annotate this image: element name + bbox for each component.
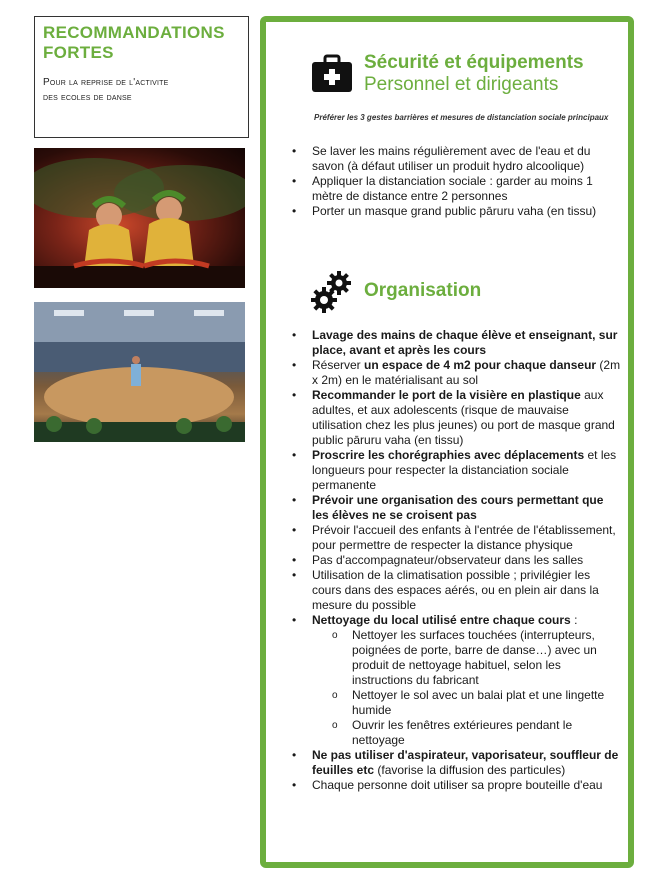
header-box — [34, 16, 249, 138]
list-item: • Réserver un espace de 4 m2 pour chaque danseur (2m x 2m) en le matérialisant au sol — [292, 358, 622, 388]
sub-list-item: o Nettoyer le sol avec un balai plat et une lingette humide — [332, 688, 622, 718]
security-list — [292, 144, 622, 219]
main-title: RECOMMANDATIONS FORTES — [43, 23, 225, 62]
subtitle-line-1: Pour la reprise de l'activite — [43, 77, 169, 88]
section-security-title: Sécurité et équipements — [364, 52, 584, 73]
sub-list-item: o Ouvrir les fenêtres extérieures pendant le nettoyage — [332, 718, 622, 748]
list-item: • Ne pas utiliser d'aspirateur, vaporisateur, souffleur de feuilles etc (favorise la diffusion des particules) — [292, 748, 622, 778]
section-organisation-title: Organisation — [364, 280, 482, 301]
list-item: • Chaque personne doit utiliser sa propre bouteille d'eau — [292, 778, 622, 793]
subtitle-line-2: des ecoles de danse — [43, 92, 132, 103]
main-subtitle — [43, 75, 240, 105]
list-item: • Prévoir une organisation des cours permettant que les élèves ne se croisent pas — [292, 493, 622, 523]
sub-list-item: o Nettoyer les surfaces touchées (interrupteurs, poignées de porte, barre de danse…) avec un produit de nettoyage habituel, selon les instructions du fabricant — [332, 628, 622, 688]
organisation-list — [292, 328, 622, 793]
list-item: • Prévoir l'accueil des enfants à l'entrée de l'établissement, pour permettre de respecter la distance physique — [292, 523, 622, 553]
list-item: • Se laver les mains régulièrement avec de l'eau et du savon (à défaut utiliser un produit hydro alcoolique) — [292, 144, 622, 174]
photo-dancing-children — [34, 148, 245, 288]
list-item: • Appliquer la distanciation sociale : garder au moins 1 mètre de distance entre 2 personnes — [292, 174, 622, 204]
section-organisation-header — [310, 270, 481, 314]
list-item: • Pas d'accompagnateur/observateur dans les salles — [292, 553, 622, 568]
gears-icon — [310, 270, 354, 314]
barrier-gestures-note: Préférer les 3 gestes barrières et mesures de distanciation sociale principaux — [314, 113, 609, 122]
first-aid-kit-icon — [310, 52, 354, 96]
list-item: • Porter un masque grand public pāruru vaha (en tissu) — [292, 204, 622, 219]
list-item: • Lavage des mains de chaque élève et enseignant, sur place, avant et après les cours — [292, 328, 622, 358]
cleaning-sublist — [332, 628, 622, 748]
list-item: • Utilisation de la climatisation possible ; privilégier les cours dans des espaces aérés, ou en plein air dans la mesure du possible — [292, 568, 622, 613]
list-item: • Recommander le port de la visière en plastique aux adultes, et aux adolescents (risque de mauvaise utilisation chez les plus jeunes) ou port de masque grand public pāruru vaha (en tissu) — [292, 388, 622, 448]
list-item: • Nettoyage du local utilisé entre chaque cours : o Nettoyer les surfaces touchées (interrupteurs, poignées de porte, barre de danse…) avec un produit de nettoyage habituel, selon les instructions du fabricant o Nettoyer le sol avec un balai plat et une lingette humide o Ouvrir les fenêtres extérieures pendant le nettoyage — [292, 613, 622, 748]
list-item: • Proscrire les chorégraphies avec déplacements et les longueurs pour respecter la distanciation sociale permanente — [292, 448, 622, 493]
section-security-subtitle: Personnel et dirigeants — [364, 74, 559, 95]
section-security-header — [310, 52, 584, 96]
photo-dance-hall — [34, 302, 245, 442]
